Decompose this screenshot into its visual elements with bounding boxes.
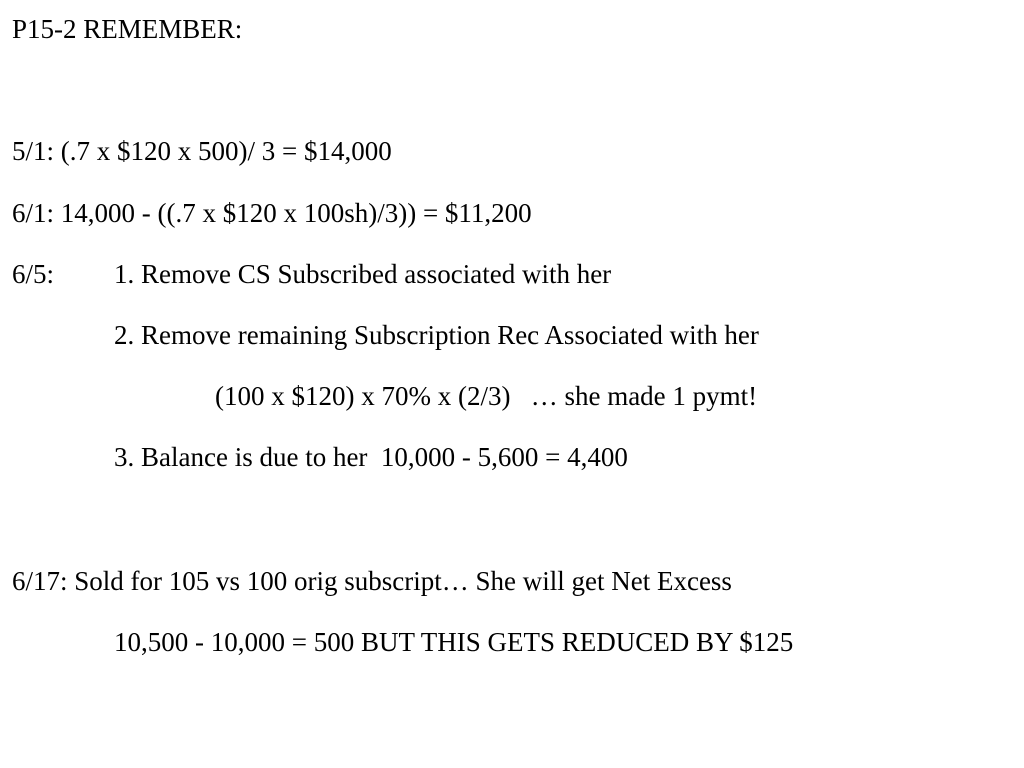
line-5-1: 5/1: (.7 x $120 x 500)/ 3 = $14,000 xyxy=(12,136,392,166)
slide-title: P15-2 REMEMBER: xyxy=(12,14,243,44)
line-6-1: 6/1: 14,000 - ((.7 x $120 x 100sh)/3)) = $11,200 xyxy=(12,198,532,228)
line-6-5-label: 6/5: xyxy=(12,259,55,289)
step-2: 2. Remove remaining Subscription Rec Associated with her xyxy=(114,320,759,350)
step-3: 3. Balance is due to her 10,000 - 5,600 = 4,400 xyxy=(114,442,628,472)
line-6-17: 6/17: Sold for 105 vs 100 orig subscript… She will get Net Excess xyxy=(12,566,732,596)
line-6-17-detail: 10,500 - 10,000 = 500 BUT THIS GETS REDUCED BY $125 xyxy=(114,627,794,657)
step-1: 1. Remove CS Subscribed associated with her xyxy=(114,259,612,289)
step-2-calculation: (100 x $120) x 70% x (2/3) … she made 1 pymt! xyxy=(215,381,758,411)
